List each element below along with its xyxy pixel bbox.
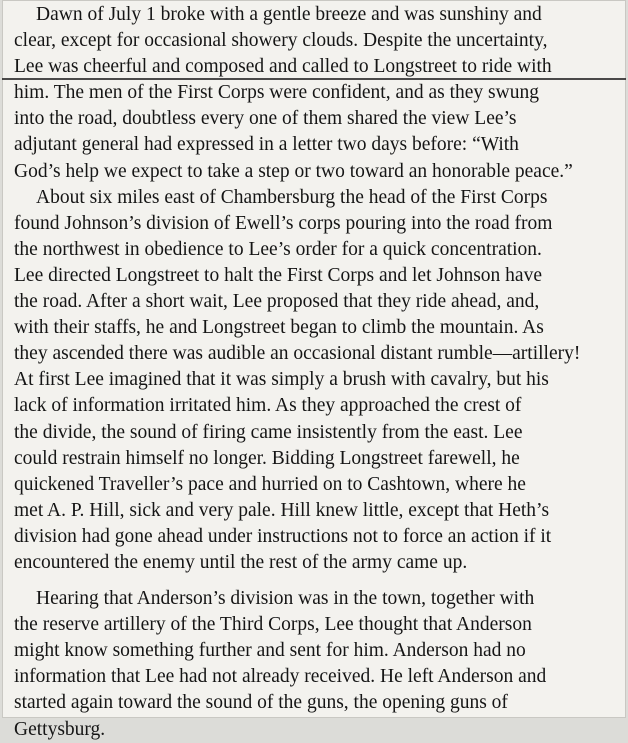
text-line: division had gone ahead under instructions not to force an action if it [14, 525, 552, 547]
text-line: started again toward the sound of the guns, the opening guns of [14, 692, 508, 714]
text-line: clear, except for occasional showery clouds. Despite the uncertainty, [14, 30, 548, 52]
text-line: Gettysburg. [14, 718, 106, 740]
text-line: with their staffs, he and Longstreet began to climb the mountain. As [14, 317, 544, 339]
text-line: found Johnson’s division of Ewell’s corps pouring into the road from [14, 212, 553, 234]
text-line: Lee directed Longstreet to halt the First Corps and let Johnson have [14, 264, 542, 286]
text-line: might know something further and sent for him. Anderson had no [14, 640, 526, 662]
text-line: Dawn of July 1 broke with a gentle breeze and was sunshiny and [36, 4, 542, 25]
text-line: the divide, the sound of firing came insistently from the east. Lee [14, 421, 523, 443]
newspaper-clipping [2, 0, 626, 740]
text-line: encountered the enemy until the rest of the army came up. [14, 551, 468, 573]
text-line: into the road, doubtless every one of them shared the view Lee’s [14, 108, 517, 130]
text-body [14, 2, 618, 743]
text-line: him. The men of the First Corps were confident, and as they swung [14, 82, 539, 104]
text-line: met A. P. Hill, sick and very pale. Hill knew little, except that Heth’s [14, 499, 550, 521]
text-line: could restrain himself no longer. Bidding Longstreet farewell, he [14, 447, 520, 469]
text-line: adjutant general had expressed in a letter two days before: “With [14, 134, 519, 156]
paragraph-gap [14, 576, 618, 586]
text-line: they ascended there was audible an occasional distant rumble—artillery! [14, 343, 581, 365]
text-line: About six miles east of Chambersburg the head of the First Corps [36, 186, 548, 208]
text-line: the northwest in obedience to Lee’s order for a quick concentration. [14, 238, 542, 260]
text-line: the reserve artillery of the Third Corps, Lee thought that Anderson [14, 614, 532, 636]
text-line: God’s help we expect to take a step or two toward an honorable peace.” [14, 160, 573, 182]
paragraph-1 [14, 2, 618, 185]
paragraph-3 [14, 586, 618, 743]
text-line: At first Lee imagined that it was simply a brush with cavalry, but his [14, 369, 549, 391]
text-line: lack of information irritated him. As they approached the crest of [14, 395, 522, 417]
text-line: information that Lee had not already received. He left Anderson and [14, 666, 547, 688]
text-line: the road. After a short wait, Lee proposed that they ride ahead, and, [14, 291, 540, 313]
text-line: quickened Traveller’s pace and hurried on to Cashtown, where he [14, 473, 526, 495]
paragraph-2 [14, 185, 618, 576]
text-line: Hearing that Anderson’s division was in the town, together with [36, 588, 535, 610]
text-line: Lee was cheerful and composed and called to Longstreet to ride with [14, 56, 552, 78]
